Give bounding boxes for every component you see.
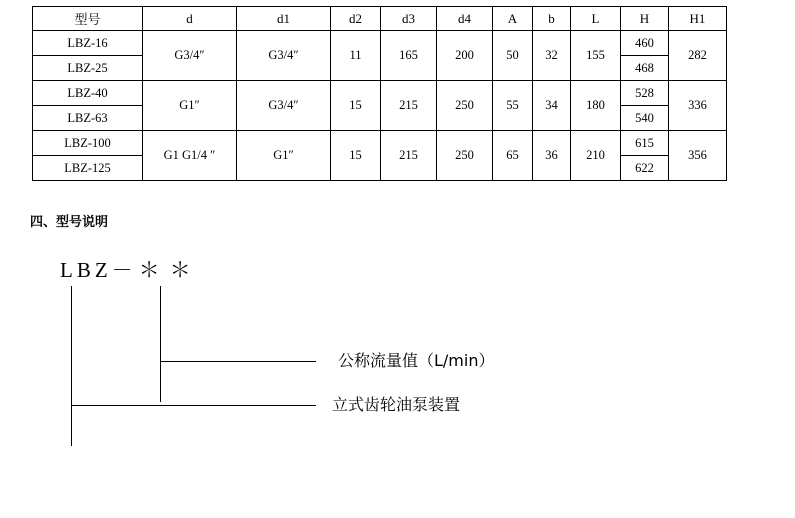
header-d: d <box>143 7 237 31</box>
table-row <box>33 31 727 56</box>
table-header-row <box>33 7 727 31</box>
leader-line-flow-vertical <box>160 286 161 402</box>
header-d3: d3 <box>381 7 437 31</box>
cell-model: LBZ-125 <box>33 156 143 181</box>
code-dash: － <box>111 258 139 282</box>
cell-d1: G1″ <box>237 131 331 181</box>
header-d2: d2 <box>331 7 381 31</box>
table-row <box>33 81 727 106</box>
cell-A: 50 <box>493 31 533 81</box>
cell-H1: 336 <box>669 81 727 131</box>
cell-b: 32 <box>533 31 571 81</box>
spec-table-wrapper <box>32 6 726 181</box>
header-d1: d1 <box>237 7 331 31</box>
cell-model: LBZ-40 <box>33 81 143 106</box>
cell-H: 460 <box>621 31 669 56</box>
section-heading: 四、型号说明 <box>30 215 109 230</box>
header-model: 型号 <box>33 7 143 31</box>
spec-table <box>32 6 727 181</box>
cell-d1: G3/4″ <box>237 81 331 131</box>
cell-model: LBZ-100 <box>33 131 143 156</box>
cell-d2: 15 <box>331 131 381 181</box>
cell-d: G1 G1/4 ″ <box>143 131 237 181</box>
label-device-type: 立式齿轮油泵装置 <box>332 395 461 414</box>
cell-model: LBZ-16 <box>33 31 143 56</box>
cell-H1: 282 <box>669 31 727 81</box>
cell-d3: 215 <box>381 81 437 131</box>
model-code-text <box>60 254 201 284</box>
cell-H: 528 <box>621 81 669 106</box>
cell-L: 155 <box>571 31 621 81</box>
header-A: A <box>493 7 533 31</box>
cell-A: 65 <box>493 131 533 181</box>
cell-d2: 11 <box>331 31 381 81</box>
cell-d2: 15 <box>331 81 381 131</box>
cell-A: 55 <box>493 81 533 131</box>
cell-d1: G3/4″ <box>237 31 331 81</box>
cell-d3: 165 <box>381 31 437 81</box>
leader-line-device-horizontal <box>71 405 316 406</box>
code-stars: ＊＊ <box>138 258 201 282</box>
cell-b: 36 <box>533 131 571 181</box>
cell-model: LBZ-25 <box>33 56 143 81</box>
cell-d4: 200 <box>437 31 493 81</box>
cell-d4: 250 <box>437 81 493 131</box>
cell-H: 615 <box>621 131 669 156</box>
leader-line-device-vertical <box>71 286 72 446</box>
cell-d: G3/4″ <box>143 31 237 81</box>
header-d4: d4 <box>437 7 493 31</box>
cell-d: G1″ <box>143 81 237 131</box>
cell-H: 622 <box>621 156 669 181</box>
header-H1: H1 <box>669 7 727 31</box>
code-prefix: LBZ <box>60 258 112 282</box>
leader-line-flow-horizontal <box>160 361 316 362</box>
header-L: L <box>571 7 621 31</box>
header-b: b <box>533 7 571 31</box>
cell-L: 180 <box>571 81 621 131</box>
cell-H1: 356 <box>669 131 727 181</box>
cell-H: 540 <box>621 106 669 131</box>
table-row <box>33 131 727 156</box>
cell-d3: 215 <box>381 131 437 181</box>
cell-b: 34 <box>533 81 571 131</box>
model-code-diagram <box>0 240 795 440</box>
cell-L: 210 <box>571 131 621 181</box>
cell-H: 468 <box>621 56 669 81</box>
label-flow-rate: 公称流量值（L/min） <box>338 351 495 370</box>
header-H: H <box>621 7 669 31</box>
cell-d4: 250 <box>437 131 493 181</box>
cell-model: LBZ-63 <box>33 106 143 131</box>
